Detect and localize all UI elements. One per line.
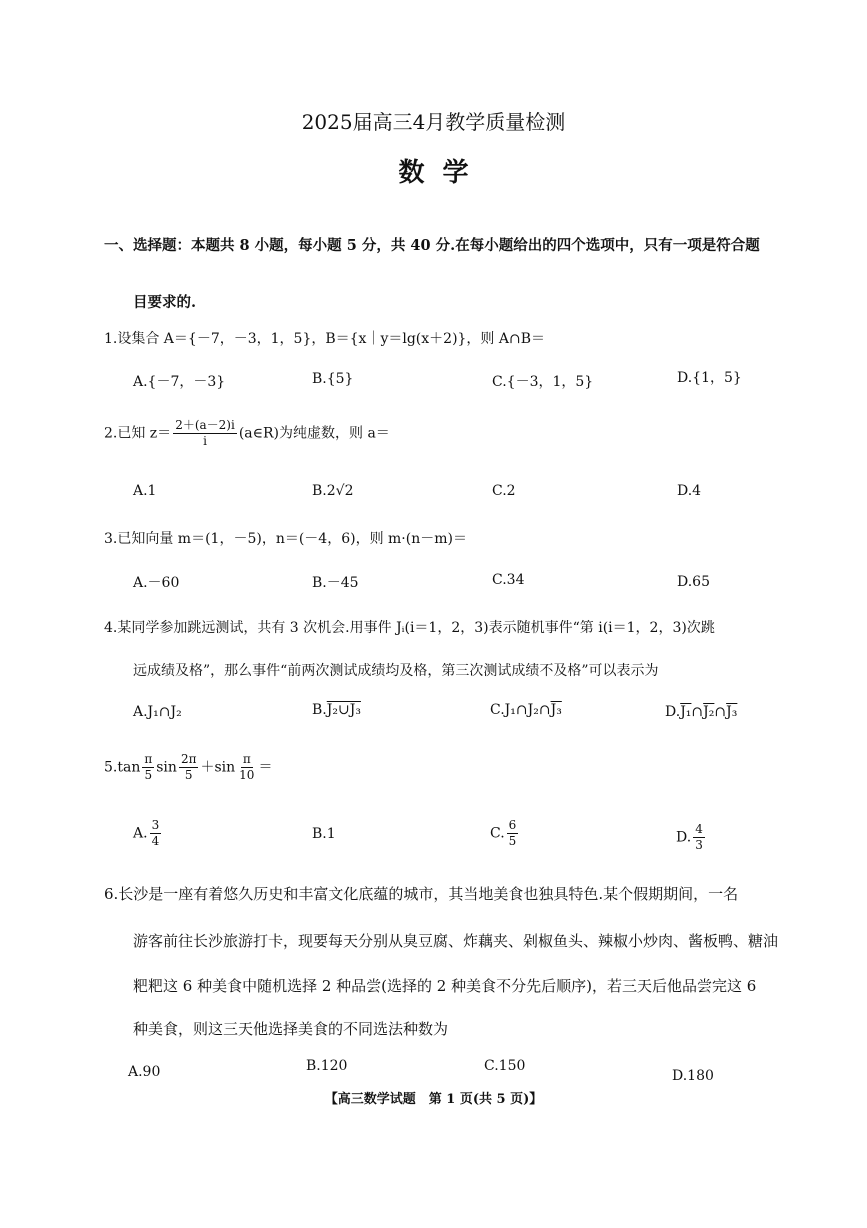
- q2-option-d: D.4: [677, 483, 702, 499]
- q6-option-a: A.90: [128, 1064, 161, 1080]
- q5-fraction-2-num: 2π: [180, 752, 197, 766]
- question-4-line-2: 远成绩及格”，那么事件“前两次测试成绩均及格，第三次测试成绩不及格”可以表示为: [133, 663, 659, 679]
- q3-option-a: A.－60: [133, 575, 180, 591]
- question-6-line-2: 游客前往长沙旅游打卡，现要每天分别从臭豆腐、炸藕夹、剁椒鱼头、辣椒小炒肉、酱板鸭、糖油: [133, 932, 779, 950]
- q5-option-d: [676, 822, 707, 853]
- q5-prefix: 5.tan: [104, 759, 141, 776]
- q4-option-d-label: D.: [665, 704, 681, 720]
- q4-option-b-complement: J₂∪J₃: [326, 702, 361, 718]
- q6-option-b: B.120: [306, 1058, 348, 1074]
- q5-fraction-3: [237, 752, 256, 783]
- q4-option-c: [490, 702, 562, 718]
- q5-sin-1: sin: [156, 759, 177, 776]
- page-footer: 【高三数学试题 第 1 页(共 5 页)】: [324, 1092, 543, 1107]
- q2-option-b: B.2√2: [312, 483, 354, 499]
- q5-suffix: ＝: [258, 759, 273, 776]
- q2-suffix: (a∈R)为纯虚数，则 a＝: [238, 425, 390, 442]
- q5-option-a-num: 3: [151, 818, 160, 832]
- q1-option-a: A.{－7，－3}: [133, 374, 226, 390]
- q5-option-a-den: 4: [151, 834, 160, 848]
- q5-option-a-fraction: [150, 818, 162, 849]
- q1-option-b: B.{5}: [312, 371, 354, 387]
- q5-option-a: [133, 818, 163, 849]
- q5-sin-2: ＋sin: [200, 759, 236, 776]
- q5-fraction-3-num: π: [242, 752, 251, 766]
- q2-fraction: [173, 418, 237, 449]
- q4-option-c-label: C.J₁∩J₂∩: [490, 702, 551, 718]
- q4-option-d-j2: J₂: [703, 704, 715, 720]
- q4-option-a: A.J₁∩J₂: [133, 704, 182, 720]
- q1-option-d: D.{1，5}: [677, 370, 742, 386]
- q4-option-d-j1: J₁: [680, 704, 692, 720]
- question-6-line-1: 6.长沙是一座有着悠久历史和丰富文化底蕴的城市，其当地美食也独具特色.某个假期期间，一名: [104, 885, 739, 903]
- q5-fraction-3-den: 10: [239, 768, 255, 782]
- q4-option-c-complement: J₃: [550, 702, 562, 718]
- q2-prefix: 2.已知 z＝: [104, 425, 172, 442]
- q1-option-c: C.{－3，1，5}: [492, 374, 594, 390]
- q4-option-d: [665, 704, 737, 720]
- q5-option-d-label: D.: [676, 829, 692, 846]
- question-2-stem: [104, 418, 390, 449]
- q2-option-a: A.1: [133, 483, 157, 499]
- question-5-stem: [104, 752, 272, 783]
- q3-option-c: C.34: [492, 572, 525, 588]
- question-4-line-1: 4.某同学参加跳远测试，共有 3 次机会.用事件 Jᵢ(i＝1，2，3)表示随机事件“第 i(i＝1，2，3)次跳: [104, 620, 715, 636]
- q5-option-b: B.1: [312, 826, 336, 842]
- q3-option-d: D.65: [677, 574, 710, 590]
- q5-option-c: [490, 818, 520, 849]
- q4-option-d-cap-2: ∩: [714, 704, 727, 720]
- q6-option-c: C.150: [484, 1058, 526, 1074]
- q5-option-c-fraction: [507, 818, 519, 849]
- q5-fraction-1-num: π: [144, 752, 153, 766]
- exam-title: 2025届高三4月教学质量检测: [301, 110, 566, 134]
- q4-option-d-j3: J₃: [726, 704, 738, 720]
- q4-option-b-label: B.: [312, 702, 327, 718]
- q4-option-b: [312, 702, 361, 718]
- q5-option-c-den: 5: [508, 834, 517, 848]
- question-6-line-4: 种美食，则这三天他选择美食的不同选法种数为: [133, 1020, 449, 1038]
- q2-fraction-denominator: i: [203, 434, 207, 448]
- subject-title: 数学: [398, 158, 487, 188]
- q5-option-a-label: A.: [133, 825, 148, 842]
- question-3-stem: 3.已知向量 m＝(1，－5)，n＝(－4，6)，则 m·(n－m)＝: [104, 531, 467, 547]
- q5-option-c-num: 6: [508, 818, 517, 832]
- q5-fraction-2-den: 5: [184, 768, 193, 782]
- question-6-line-3: 粑粑这 6 种美食中随机选择 2 种品尝(选择的 2 种美食不分先后顺序)，若三天后他品尝完这 6: [133, 977, 757, 995]
- q5-option-c-label: C.: [490, 825, 505, 842]
- q2-option-c: C.2: [492, 483, 516, 499]
- q5-fraction-2: [179, 752, 199, 783]
- q5-option-d-num: 4: [695, 822, 703, 836]
- q4-option-d-cap-1: ∩: [691, 704, 704, 720]
- q6-option-d: D.180: [672, 1068, 714, 1084]
- section-heading: 一、选择题：本题共 8 小题，每小题 5 分，共 40 分.在每小题给出的四个选项中，只有一项是符合题: [104, 237, 760, 254]
- question-1-stem: 1.设集合 A＝{－7，－3，1，5}，B＝{x｜y＝lg(x＋2)}，则 A∩B＝: [104, 331, 546, 347]
- section-heading-cont: 目要求的.: [133, 294, 197, 311]
- q5-option-d-fraction: [693, 822, 705, 853]
- q5-option-d-den: 3: [695, 838, 703, 852]
- q3-option-b: B.－45: [312, 575, 359, 591]
- q2-fraction-numerator: 2＋(a－2)i: [175, 418, 235, 432]
- q5-fraction-1-den: 5: [144, 768, 153, 782]
- q5-fraction-1: [142, 752, 154, 783]
